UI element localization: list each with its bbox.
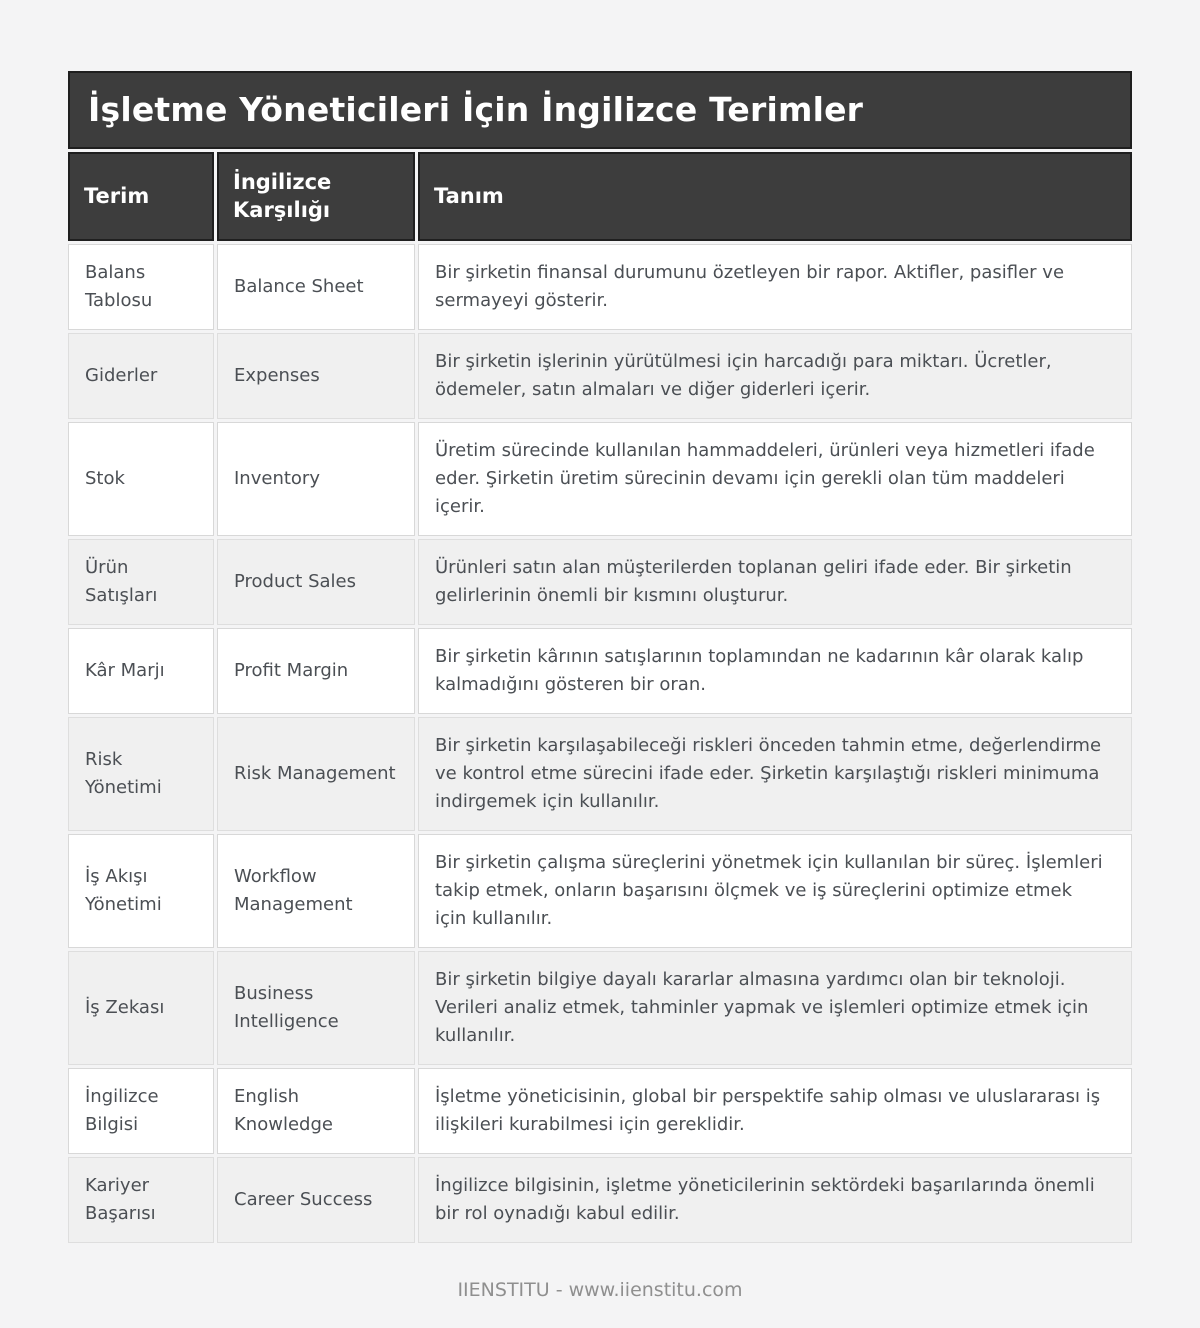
term-cell: Balans Tablosu [68,244,214,330]
english-cell: Expenses [217,333,415,419]
term-cell: Giderler [68,333,214,419]
table-row [68,422,1132,536]
term-cell: Risk Yönetimi [68,717,214,831]
english-cell: English Knowledge [217,1068,415,1154]
term-cell: İngilizce Bilgisi [68,1068,214,1154]
definition-cell: Ürünleri satın alan müşterilerden toplanan geliri ifade eder. Bir şirketin gelirlerinin önemli bir kısmını oluşturur. [418,539,1132,625]
column-header-tanim: Tanım [418,152,1132,241]
table-row [68,717,1132,831]
table-row [68,333,1132,419]
column-header-terim: Terim [68,152,214,241]
term-cell: İş Akışı Yönetimi [68,834,214,948]
table-row [68,244,1132,330]
terms-table [65,68,1135,1246]
english-cell: Career Success [217,1157,415,1243]
table-row [68,539,1132,625]
english-cell: Profit Margin [217,628,415,714]
english-cell: Inventory [217,422,415,536]
term-cell: Kâr Marjı [68,628,214,714]
definition-cell: Bir şirketin karşılaşabileceği riskleri önceden tahmin etme, değerlendirme ve kontrol etme sürecini ifade eder. Şirketin karşılaştığı riskleri minimuma indirgemek için kullanılır. [418,717,1132,831]
english-cell: Business Intelligence [217,951,415,1065]
column-header-row [68,152,1132,241]
definition-cell: İşletme yöneticisinin, global bir perspektife sahip olması ve uluslararası iş ilişkileri kurabilmesi için gereklidir. [418,1068,1132,1154]
title-row [68,71,1132,149]
english-cell: Balance Sheet [217,244,415,330]
definition-cell: Bir şirketin finansal durumunu özetleyen bir rapor. Aktifler, pasifler ve sermayeyi gösterir. [418,244,1132,330]
english-cell: Risk Management [217,717,415,831]
table-row [68,951,1132,1065]
column-header-ingilizce-karsiligi: İngilizce Karşılığı [217,152,415,241]
term-cell: Kariyer Başarısı [68,1157,214,1243]
table-row [68,1068,1132,1154]
term-cell: Stok [68,422,214,536]
terms-table-container [68,0,1132,1246]
english-cell: Workflow Management [217,834,415,948]
definition-cell: Bir şirketin işlerinin yürütülmesi için harcadığı para miktarı. Ücretler, ödemeler, satın almaları ve diğer giderleri içerir. [418,333,1132,419]
definition-cell: Bir şirketin bilgiye dayalı kararlar almasına yardımcı olan bir teknoloji. Verileri analiz etmek, tahminler yapmak ve işlemleri optimize etmek için kullanılır. [418,951,1132,1065]
page-title: İşletme Yöneticileri İçin İngilizce Terimler [68,71,1132,149]
english-cell: Product Sales [217,539,415,625]
definition-cell: Bir şirketin kârının satışlarının toplamından ne kadarının kâr olarak kalıp kalmadığını gösteren bir oran. [418,628,1132,714]
term-cell: Ürün Satışları [68,539,214,625]
footer-branding: IIENSTITU - www.iienstitu.com [457,1278,743,1301]
table-row [68,1157,1132,1243]
definition-cell: Üretim sürecinde kullanılan hammaddeleri, ürünleri veya hizmetleri ifade eder. Şirketin üretim sürecinin devamı için gerekli olan tüm maddeleri içerir. [418,422,1132,536]
table-row [68,628,1132,714]
definition-cell: Bir şirketin çalışma süreçlerini yönetmek için kullanılan bir süreç. İşlemleri takip etmek, onların başarısını ölçmek ve iş süreçlerini optimize etmek için kullanılır. [418,834,1132,948]
term-cell: İş Zekası [68,951,214,1065]
table-row [68,834,1132,948]
definition-cell: İngilizce bilgisinin, işletme yöneticilerinin sektördeki başarılarında önemli bir rol oynadığı kabul edilir. [418,1157,1132,1243]
